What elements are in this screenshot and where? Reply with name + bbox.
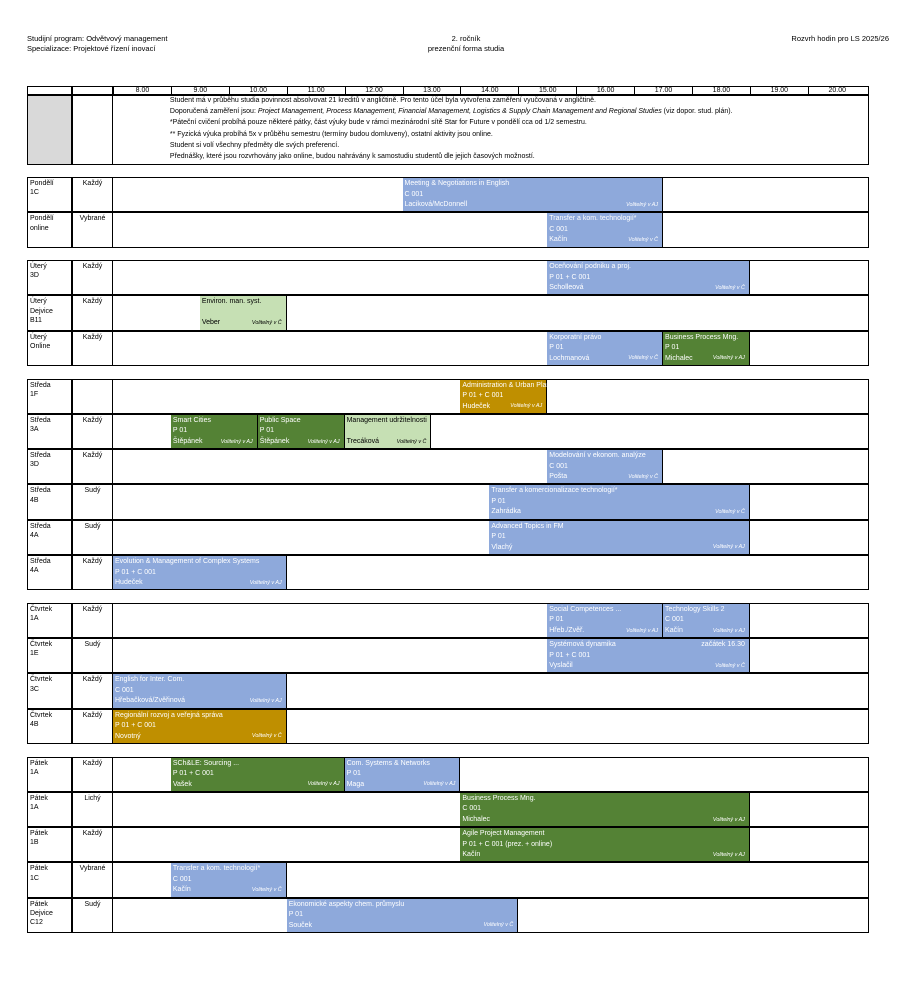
course-line: Korporatní právo: [549, 333, 602, 341]
course-line: Meeting & Negotiations in English: [404, 180, 510, 187]
course-line: Maga: [346, 780, 365, 788]
course-line: Administration & Urban Planning: [462, 381, 564, 389]
course-line: C 001: [115, 686, 134, 694]
course-line: Hudeček: [462, 402, 491, 410]
course-block[interactable]: [287, 899, 519, 932]
note-tail: (viz dopor. stud. plán).: [661, 108, 733, 116]
course-line: Pošta: [549, 473, 568, 481]
week-parity-cell: Každý: [72, 295, 113, 330]
course-line: Zahrádka: [491, 508, 521, 516]
note-line: Student má v průběhu studia povinnost absolvovat 21 kreditů v angličtině. Pro tento účel byla vytvořena zaměření vyučovaná v angličtině.: [169, 97, 596, 104]
week-parity-cell: Každý: [72, 449, 113, 484]
course-block[interactable]: [113, 710, 287, 743]
course-line: Com. Systems & Networks: [346, 759, 430, 767]
elective-tag: Volitelný v Č: [715, 284, 745, 291]
day-room-line: 1E: [30, 650, 39, 658]
course-line: Souček: [288, 921, 313, 929]
elective-tag: Volitelný v AJ: [712, 544, 745, 551]
day-room-line: Středa: [30, 522, 51, 530]
week-parity-cell: Sudý: [72, 638, 113, 673]
week-parity-cell: Sudý: [72, 520, 113, 555]
week-parity-cell: [72, 379, 113, 414]
course-line: Management udržitelnosti: [346, 416, 427, 424]
day-room-line: Středa: [30, 452, 51, 460]
day-room-line: 1F: [30, 390, 39, 398]
elective-tag: Volitelný v AJ: [307, 781, 340, 788]
course-line: Business Process Mng.: [665, 333, 739, 341]
note-line: *Páteční cvičení probíhá pouze některé pátky, část výuky bude v rámci mezinárodní sítě Star for Future v pondělí cca od 1/2 semestru.: [169, 119, 587, 127]
notes-col-day: [27, 95, 72, 165]
course-block[interactable]: [460, 380, 564, 413]
course-line: C 001: [549, 462, 568, 470]
course-line: C 001: [549, 225, 568, 233]
course-line: Social Competences ...: [549, 605, 622, 613]
course-line: Transfer a kom. technologií*: [549, 215, 637, 223]
day-room-cell: [27, 898, 72, 933]
course-block[interactable]: [200, 296, 287, 329]
day-room-line: Středa: [30, 558, 51, 565]
day-room-line: Pátek: [30, 759, 48, 767]
elective-tag: Volitelný v Č: [396, 438, 427, 445]
day-room-line: Pátek: [30, 865, 48, 873]
day-room-line: Pátek: [30, 794, 48, 802]
course-line: P 01: [172, 427, 188, 435]
day-room-cell: [27, 520, 72, 555]
course-line: Michalec: [665, 354, 693, 362]
elective-tag: Volitelný v Č: [628, 355, 659, 362]
day-room-line: 3D: [30, 272, 39, 280]
schedule-row: [27, 414, 869, 449]
day-room-line: Pondělí: [30, 215, 54, 223]
course-line: Kačín: [462, 851, 481, 859]
day-room-line: 1A: [30, 615, 39, 623]
elective-tag: Volitelný v AJ: [249, 698, 282, 705]
week-parity-cell: Každý: [72, 414, 113, 449]
course-line: P 01 + C 001: [172, 770, 214, 777]
course-line: Hudeček: [115, 579, 143, 586]
course-line: Modelování v ekonom. analýze: [549, 452, 646, 460]
day-room-cell: [27, 603, 72, 638]
note-italic: Project Management, Process Management, Financial Management, Logistics & Supply Chain Management and Regional Studies: [257, 108, 662, 116]
elective-tag: Volitelný v AJ: [220, 438, 253, 445]
course-block[interactable]: [547, 604, 663, 637]
schedule-row: [27, 212, 869, 247]
week-parity-cell: Každý: [72, 673, 113, 708]
course-line: Michalec: [462, 815, 491, 823]
week-parity-cell: Každý: [72, 260, 113, 295]
hour-label: 9.00: [171, 86, 229, 95]
course-line: Evolution & Management of Complex Systems: [115, 558, 260, 565]
week-parity-cell: Vybrané: [72, 212, 113, 247]
course-line: Ekonomické aspekty chem. průmyslu: [288, 900, 405, 908]
course-line: Public Space: [259, 416, 301, 424]
course-line: Kačín: [665, 626, 683, 634]
course-line: Hřeb./Zvěř.: [549, 626, 585, 634]
course-line: Transfer a kom. technologií*: [172, 865, 261, 873]
hour-label: 10.00: [229, 86, 287, 95]
course-line: P 01 + C 001: [549, 273, 591, 281]
day-room-line: Čtvrtek: [30, 711, 53, 719]
day-room-cell: [27, 331, 72, 366]
course-block[interactable]: [113, 556, 287, 589]
elective-tag: Volitelný v AJ: [626, 201, 659, 208]
course-block[interactable]: [489, 521, 750, 554]
day-room-line: Pondělí: [30, 180, 54, 187]
note-text: Doporučená zaměření jsou:: [169, 108, 258, 116]
elective-tag: Volitelný v AJ: [423, 781, 456, 788]
start-note: začátek 16.30: [701, 641, 745, 649]
day-room-cell: [27, 638, 72, 673]
day-room-cell: [27, 673, 72, 708]
course-block[interactable]: [489, 485, 750, 518]
week-parity-cell: Každý: [72, 757, 113, 792]
course-line: Štěpánek: [259, 437, 290, 445]
course-line: Vlachý: [491, 543, 513, 551]
day-room-line: online: [30, 224, 49, 232]
day-room-cell: [27, 212, 72, 247]
day-room-line: Čtvrtek: [30, 641, 53, 649]
course-line: P 01: [288, 911, 303, 919]
course-block[interactable]: [663, 332, 750, 365]
course-block[interactable]: [547, 450, 663, 483]
day-room-line: Dejvice: [30, 909, 53, 917]
hour-label: 14.00: [460, 86, 518, 95]
course-line: Advanced Topics in FM: [491, 522, 564, 530]
day-room-line: Úterý: [30, 333, 47, 341]
hour-label: 15.00: [518, 86, 576, 95]
week-parity-cell: Každý: [72, 555, 113, 590]
elective-tag: Volitelný v AJ: [249, 579, 282, 586]
schedule-row: [27, 449, 869, 484]
elective-tag: Volitelný v AJ: [712, 355, 745, 362]
day-room-line: 4B: [30, 720, 39, 728]
week-parity-cell: Každý: [72, 177, 113, 212]
course-line: Vyslačil: [549, 662, 573, 670]
course-line: Veber: [201, 319, 221, 327]
course-line: Lochmanová: [549, 354, 590, 362]
course-line: Smart Cities: [172, 416, 212, 424]
course-line: C 001: [172, 875, 192, 883]
course-line: Business Process Mng.: [462, 794, 536, 802]
course-line: P 01 + C 001: [462, 392, 504, 399]
course-line: Štěpánek: [172, 437, 203, 445]
day-room-line: 4A: [30, 567, 39, 575]
elective-tag: Volitelný v Č: [715, 509, 745, 516]
hour-label: 18.00: [692, 86, 750, 95]
year-label: 2. ročník: [451, 34, 481, 43]
week-parity-cell: Každý: [72, 331, 113, 366]
day-room-line: 1A: [30, 768, 39, 776]
week-parity-cell: Lichý: [72, 792, 113, 827]
day-room-line: 4B: [30, 496, 39, 504]
course-block[interactable]: [345, 758, 461, 791]
day-room-cell: [27, 555, 72, 590]
day-room-cell: [27, 484, 72, 519]
schedule-row: [27, 295, 869, 330]
course-block[interactable]: [113, 674, 287, 707]
note-line: [170, 107, 733, 118]
course-line: Kačín: [549, 236, 568, 244]
day-room-line: 4A: [30, 531, 39, 539]
course-block[interactable]: [460, 828, 750, 861]
elective-tag: Volitelný v Č: [483, 922, 514, 929]
course-line: P 01: [549, 344, 564, 352]
day-room-cell: [27, 177, 72, 212]
hour-label: 11.00: [287, 86, 345, 95]
day-room-line: 3D: [30, 461, 39, 469]
schedule-row: [27, 862, 869, 897]
course-block[interactable]: [171, 415, 258, 448]
week-parity-cell: Každý: [72, 827, 113, 862]
course-line: Regionální rozvoj a veřejná správa: [115, 711, 223, 719]
day-room-line: Středa: [30, 416, 51, 424]
course-line: Technology Skills 2: [665, 605, 725, 613]
elective-tag: Volitelný v AJ: [510, 403, 543, 410]
day-room-line: 1B: [30, 839, 39, 847]
course-block[interactable]: [547, 213, 663, 246]
day-room-cell: [27, 414, 72, 449]
hour-label: 16.00: [576, 86, 634, 95]
course-line: C 001: [404, 190, 424, 198]
course-line: P 01 + C 001: [549, 651, 591, 659]
course-line: P 01: [346, 770, 361, 777]
course-line: Transfer a komercionalizace technologií*: [491, 487, 618, 495]
day-room-line: Úterý: [30, 298, 47, 306]
course-line: Hřebačková/Zvěřinová: [115, 697, 186, 705]
course-line: P 01: [259, 427, 275, 435]
hour-label: 20.00: [808, 86, 866, 95]
day-room-line: 1C: [30, 189, 39, 197]
day-room-line: Pátek: [30, 900, 48, 908]
course-line: Environ. man. syst.: [201, 298, 262, 306]
course-line: P 01: [491, 497, 506, 505]
day-room-line: 3A: [30, 426, 39, 434]
elective-tag: Volitelný v AJ: [712, 816, 745, 823]
day-room-line: Čtvrtek: [30, 605, 53, 613]
week-parity-cell: Každý: [72, 603, 113, 638]
elective-tag: Volitelný v Č: [715, 662, 745, 669]
day-room-cell: [27, 260, 72, 295]
course-line: Trecáková: [346, 437, 380, 445]
hour-label: 12.00: [345, 86, 403, 95]
course-block[interactable]: [547, 332, 663, 365]
course-line: Novotný: [115, 732, 141, 740]
day-room-line: B11: [30, 316, 42, 324]
day-room-cell: [27, 862, 72, 897]
course-line: English for Inter. Com.: [115, 676, 185, 684]
course-line: C 001: [462, 805, 482, 813]
week-parity-cell: Každý: [72, 709, 113, 744]
course-block[interactable]: [345, 415, 432, 448]
course-line: [347, 426, 429, 437]
day-room-line: Čtvrtek: [30, 676, 53, 684]
specialization-label: Specializace: Projektové řízení inovací: [27, 44, 156, 53]
course-line: C 001: [665, 616, 684, 624]
elective-tag: Volitelný v AJ: [712, 851, 745, 858]
course-line: SCh&LE: Sourcing ...: [172, 759, 240, 767]
course-block[interactable]: [460, 793, 750, 826]
day-room-cell: [27, 757, 72, 792]
course-line: P 01 + C 001: [115, 722, 156, 730]
day-room-line: Dejvice: [30, 307, 53, 315]
course-block[interactable]: [171, 863, 287, 896]
elective-tag: Volitelný v Č: [251, 320, 282, 327]
course-line: P 01 + C 001 (prez. + online): [462, 840, 553, 848]
day-room-line: Online: [30, 342, 51, 350]
course-block[interactable]: [547, 261, 750, 294]
course-block[interactable]: [547, 639, 750, 672]
course-line: [202, 308, 284, 319]
course-line: P 01: [549, 616, 564, 624]
hour-header-cell-empty: [27, 86, 72, 95]
course-line: Vašek: [172, 780, 192, 788]
note-line: ** Fyzická výuka probíhá 5x v průběhu semestru (termíny budou domluveny), ostatní aktivity jsou online.: [169, 130, 493, 138]
day-room-cell: [27, 449, 72, 484]
day-room-cell: [27, 379, 72, 414]
week-parity-cell: Vybrané: [72, 862, 113, 897]
course-line: Laciková/McDonnell: [404, 201, 468, 208]
course-line: Agile Project Management: [462, 830, 545, 838]
day-room-cell: [27, 295, 72, 330]
elective-tag: Volitelný v AJ: [626, 627, 659, 634]
notes-col-week: [72, 95, 113, 165]
day-room-cell: [27, 709, 72, 744]
elective-tag: Volitelný v AJ: [307, 438, 340, 445]
day-room-line: C12: [30, 919, 43, 927]
week-parity-cell: Sudý: [72, 898, 113, 933]
elective-tag: Volitelný v Č: [251, 733, 282, 740]
form-label: prezenční forma studia: [427, 44, 505, 53]
day-room-line: Úterý: [30, 263, 47, 271]
day-room-line: 3C: [30, 685, 39, 693]
hour-label: 8.00: [113, 86, 171, 95]
hour-header-cell-empty: [72, 86, 113, 95]
day-room-line: Středa: [30, 487, 51, 495]
elective-tag: Volitelný v Č: [251, 887, 282, 894]
schedule-title: Rozvrh hodin pro LS 2025/26: [791, 34, 889, 43]
program-label: Studijní program: Odvětvový management: [27, 34, 168, 43]
elective-tag: Volitelný v AJ: [712, 627, 745, 634]
note-line: Student si volí všechny předměty dle svých preferencí.: [169, 141, 340, 149]
note-line: Přednášky, které jsou rozvrhovány jako online, budou nahrávány k samostudiu studentů dle jejich časových možností.: [169, 153, 535, 160]
day-room-line: Středa: [30, 381, 51, 389]
course-line: Systémová dynamika: [549, 641, 616, 649]
elective-tag: Volitelný v Č: [628, 237, 659, 244]
day-room-line: 1C: [30, 874, 39, 882]
schedule-row: [27, 379, 869, 414]
course-block[interactable]: [171, 758, 345, 791]
course-line: P 01: [665, 344, 680, 352]
day-room-line: Pátek: [30, 830, 48, 838]
day-room-cell: [27, 827, 72, 862]
course-line: P 01 + C 001: [115, 568, 156, 576]
hour-label: 13.00: [403, 86, 461, 95]
course-line: Scholleová: [549, 284, 584, 292]
hour-label: 19.00: [750, 86, 808, 95]
week-parity-cell: Sudý: [72, 484, 113, 519]
day-room-line: 1A: [30, 804, 39, 812]
course-block[interactable]: [403, 178, 664, 211]
day-room-cell: [27, 792, 72, 827]
course-block[interactable]: [663, 604, 750, 637]
course-line: Kačín: [172, 886, 191, 894]
course-line: Oceňování podniku a proj.: [549, 263, 631, 271]
course-line: P 01: [491, 533, 506, 541]
elective-tag: Volitelný v Č: [628, 473, 659, 480]
hour-label: 17.00: [634, 86, 692, 95]
course-block[interactable]: [258, 415, 345, 448]
